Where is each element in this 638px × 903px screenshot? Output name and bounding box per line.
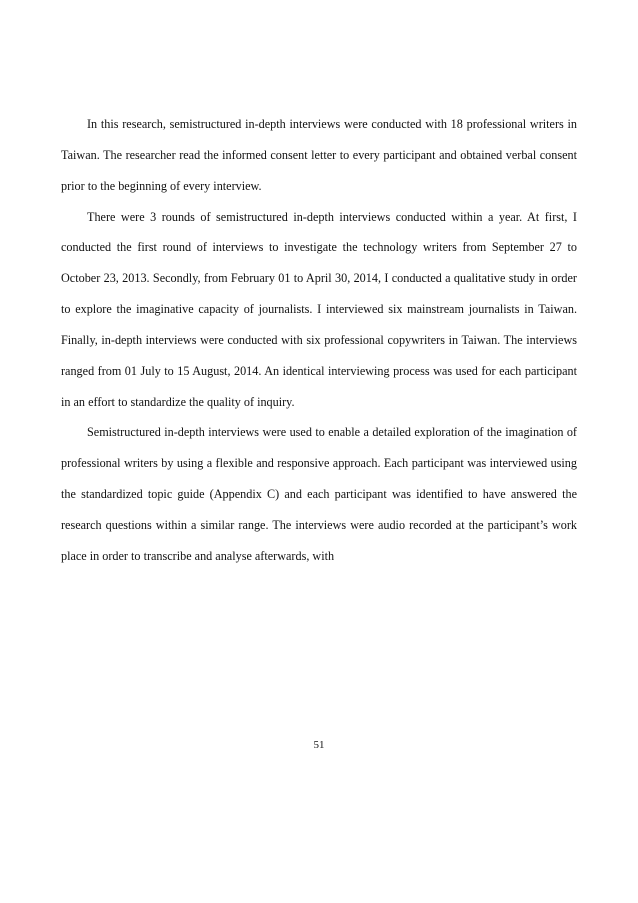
- paragraph-research-overview: In this research, semistructured in-depth interviews were conducted with 18 professional writers in Taiwan. The researcher read the informed consent letter to every participant and obtained verbal consent prior to the beginning of every interview.: [61, 117, 577, 193]
- paragraph-interview-rounds: There were 3 rounds of semistructured in-depth interviews conducted within a year. At first, I conducted the first round of interviews to investigate the technology writers from September 27 to October 23, 2013. Secondly, from February 01 to April 30, 2014, I conducted a qualitative study in order to explore the imaginative capacity of journalists. I interviewed six mainstream journalists in Taiwan. Finally, in-depth interviews were conducted with six professional copywriters in Taiwan. The interviews ranged from 01 July to 15 August, 2014. An identical interviewing process was used for each participant in an effort to standardize the quality of inquiry.: [61, 209, 577, 409]
- body-text: [61, 109, 577, 572]
- page-number: 51: [313, 739, 325, 751]
- paragraph-interview-method: Semistructured in-depth interviews were used to enable a detailed exploration of the imagination of professional writers by using a flexible and responsive approach. Each participant was interviewed using the standardized topic guide (Appendix C) and each participant was identified to have answered the research questions within a similar range. The interviews were audio recorded at the participant’s work place in order to transcribe and analyse afterwards, with: [61, 425, 577, 563]
